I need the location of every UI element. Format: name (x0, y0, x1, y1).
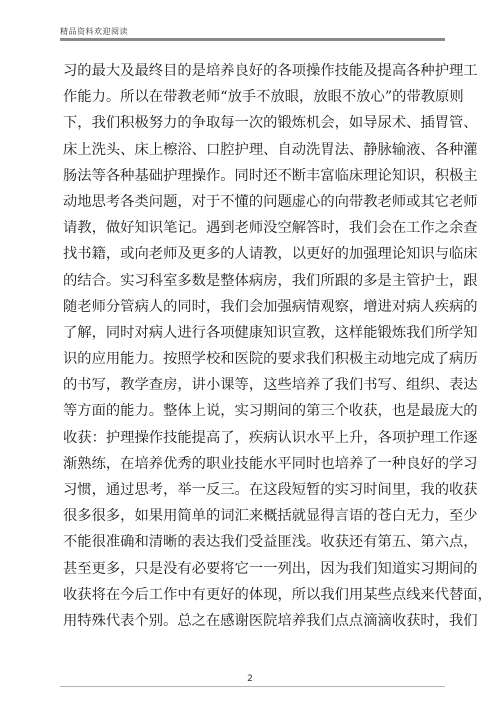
text-line: 渐熟练，在培养优秀的职业技能水平同时也培养了一种良好的学习 (63, 455, 478, 472)
text-line: 识的应用能力。按照学校和医院的要求我们积极主动地完成了病历 (63, 351, 478, 368)
text-line: 很多很多，如果用简单的词汇来概括就显得言语的苍白无力，至少 (63, 508, 478, 525)
text-line: 习的最大及最终目的是培养良好的各项操作技能及提高各种护理工 (63, 63, 478, 79)
text-line: 下，我们积极努力的争取每一次的锻炼机会，如导尿术、插胃管、 (63, 115, 478, 132)
text-line: 甚至更多，只是没有必要将它一一列出，因为我们知道实习期间的 (63, 560, 478, 577)
document-body (63, 58, 492, 634)
text-line: 不能很准确和清晰的表达我们受益匪浅。收获还有第五、第六点， (63, 534, 478, 551)
page-number: 2 (247, 674, 253, 684)
text-line: 的书写，教学查房，讲小课等，这些培养了我们书写、组织、表达 (63, 377, 478, 394)
text-line: 的结合。实习科室多数是整体病房，我们所跟的多是主管护士，跟 (63, 272, 478, 289)
text-line: 等方面的能力。整体上说，实习期间的第三个收获，也是最庞大的 (63, 403, 478, 420)
text-line: 请教，做好知识笔记。遇到老师没空解答时，我们会在工作之余查 (63, 220, 478, 237)
page-header: 精品资料欢迎阅读 (60, 27, 128, 36)
text-line: 习惯，通过思考，举一反三。在这段短暂的实习时间里，我的收获 (63, 482, 478, 498)
text-line: 用特殊代表个别。总之在感谢医院培养我们点点滴滴收获时，我们 (63, 612, 478, 629)
text-line: 收获：护理操作技能提高了，疾病认识水平上升，各项护理工作逐 (63, 429, 478, 446)
text-line: 随老师分管病人的同时，我们会加强病情观察，增进对病人疾病的 (63, 298, 478, 315)
text-line: 了解，同时对病人进行各项健康知识宣教，这样能锻炼我们所学知 (63, 324, 478, 341)
text-line: 找书籍，或向老师及更多的人请教，以更好的加强理论知识与临床 (63, 246, 478, 263)
header-divider (60, 38, 445, 41)
text-line: 动地思考各类问题，对于不懂的问题虚心的向带教老师或其它老师 (63, 193, 478, 210)
text-line: 作能力。所以在带教老师“放手不放眼，放眼不放心”的带教原则 (63, 89, 464, 106)
footer-divider (60, 686, 445, 687)
text-line: 床上洗头、床上檫浴、口腔护理、自动洗胃法、静脉输液、各种灌 (63, 141, 478, 158)
text-line: 肠法等各种基础护理操作。同时还不断丰富临床理论知识，积极主 (63, 167, 478, 184)
text-line: 收获将在今后工作中有更好的体现，所以我们用某些点线来代替面， (63, 586, 492, 603)
